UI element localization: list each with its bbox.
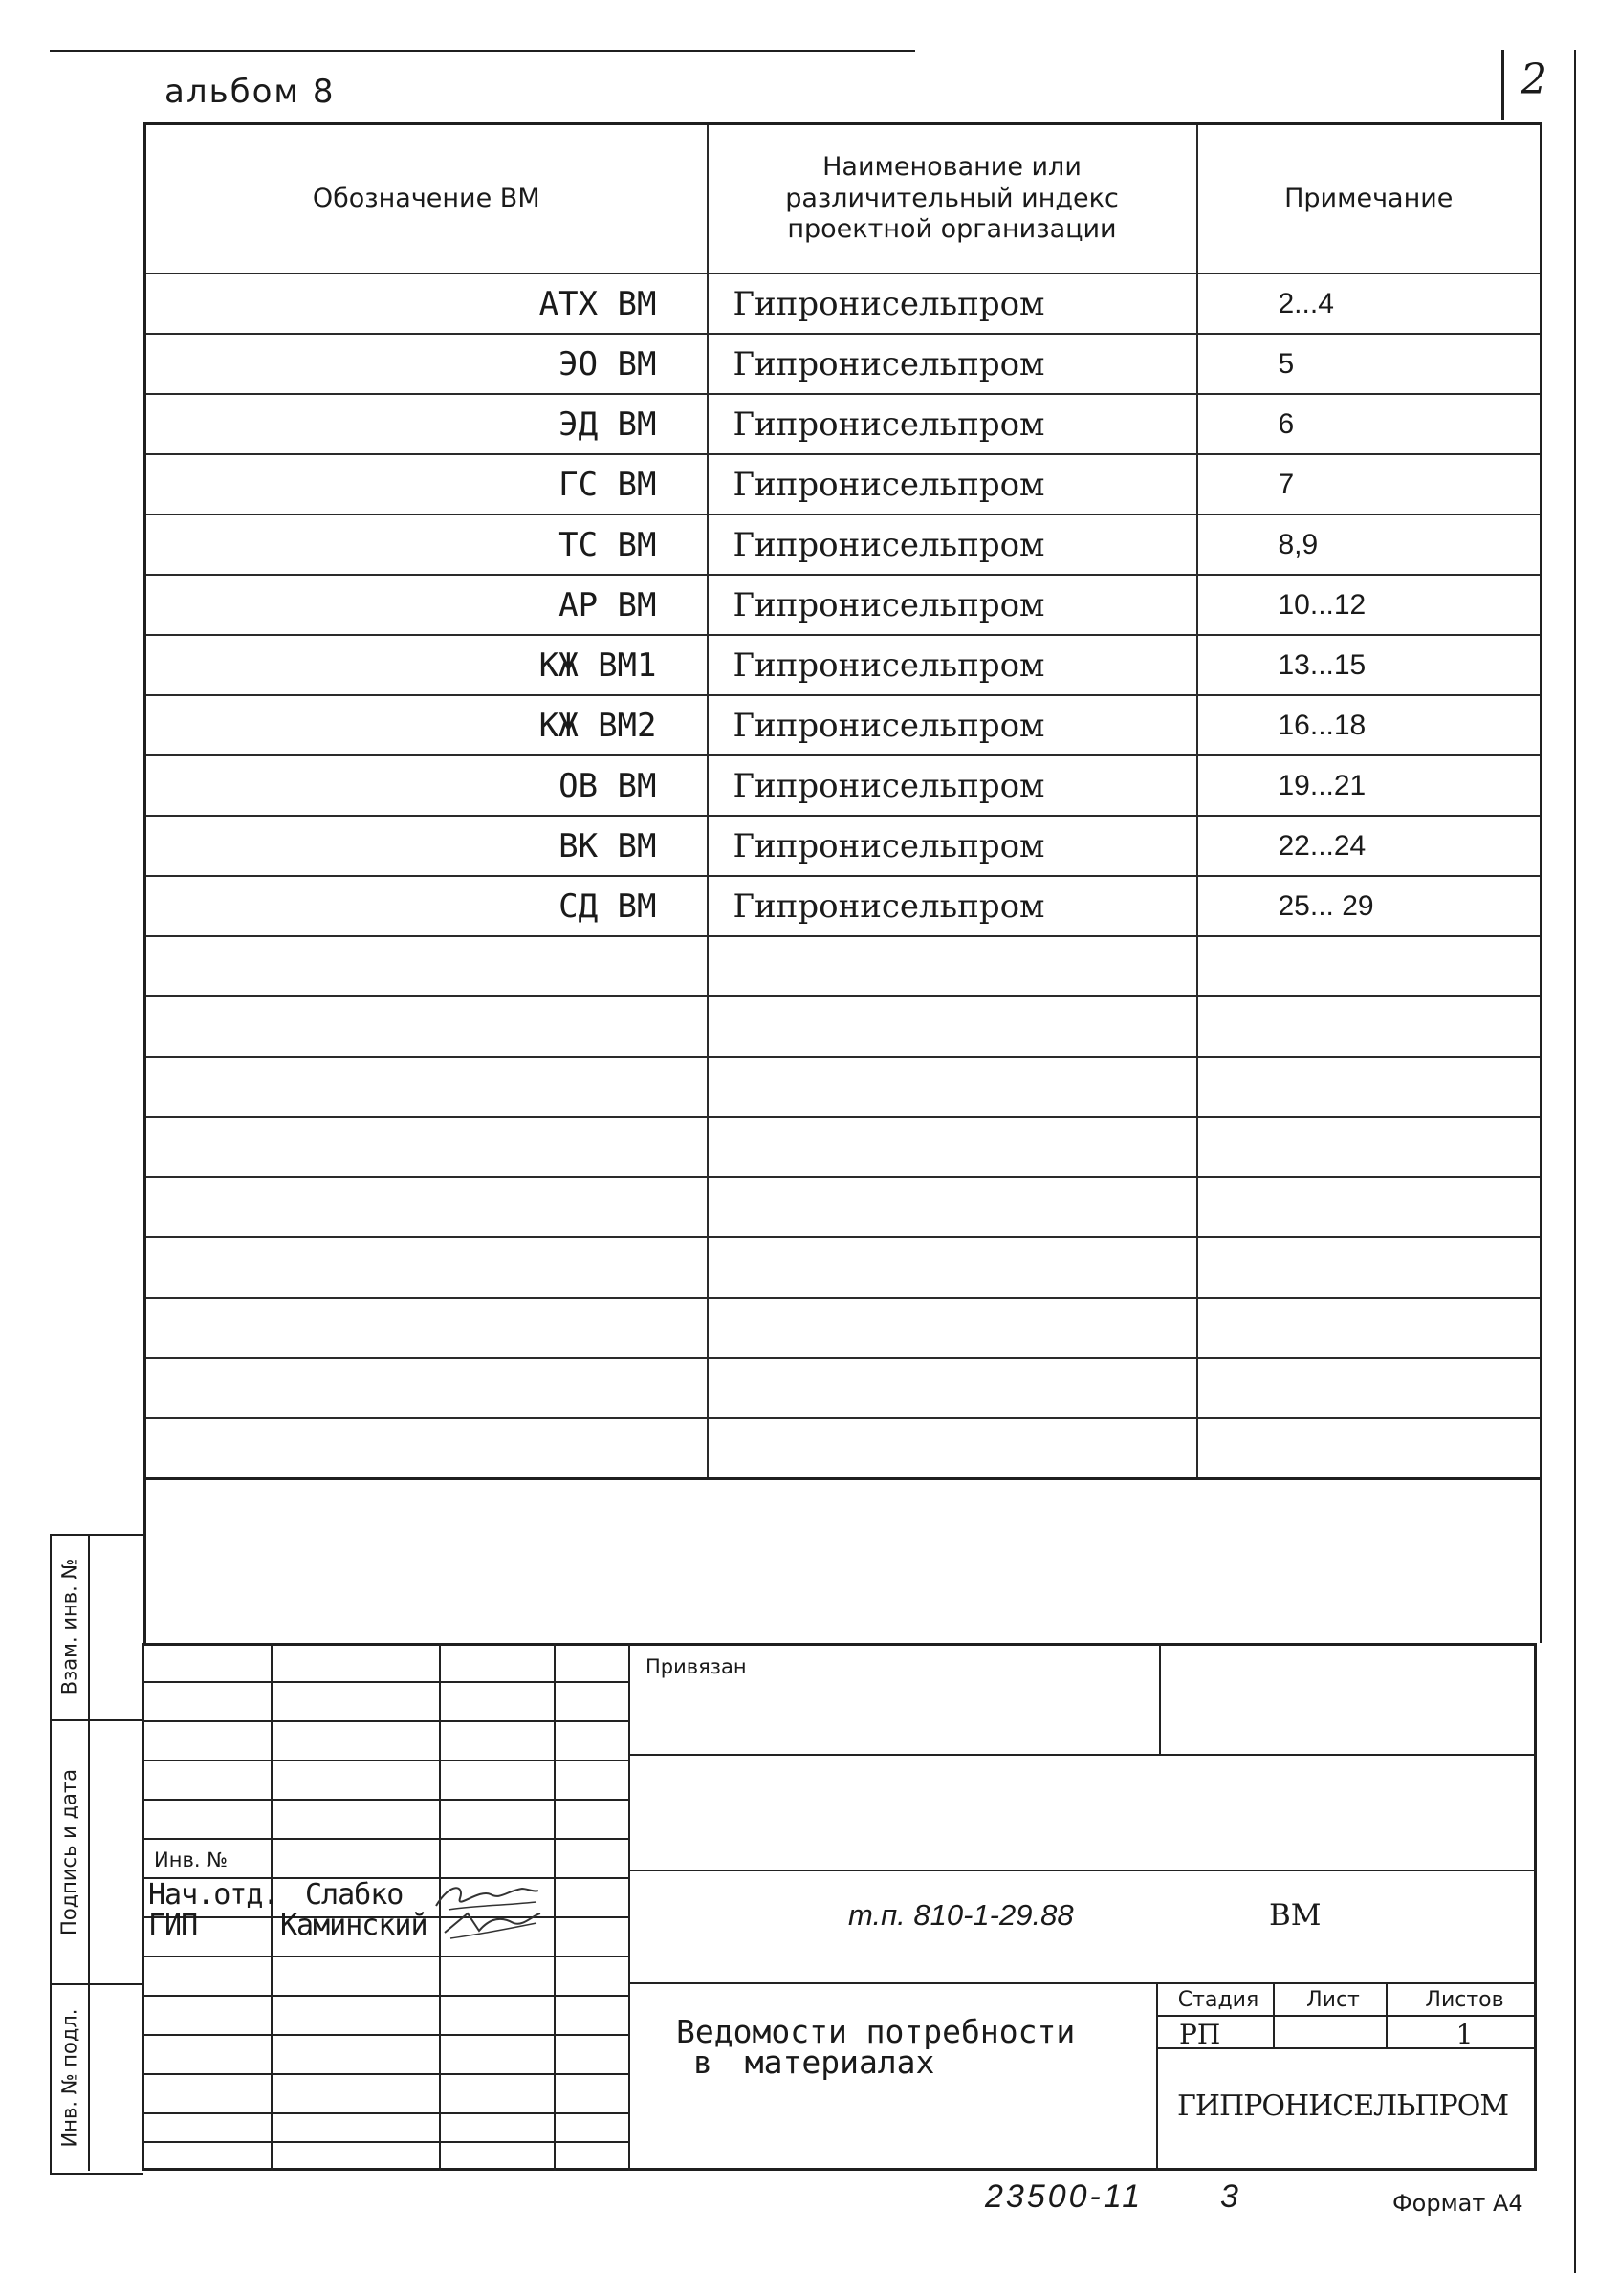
header-designation: Обозначение ВМ	[145, 124, 708, 274]
table-body	[145, 273, 1542, 1479]
table-header-row	[145, 124, 1542, 274]
row-organization	[708, 1418, 1197, 1479]
row-note	[1197, 1117, 1542, 1177]
row-code	[145, 1057, 708, 1117]
row-note	[1197, 996, 1542, 1057]
row-organization: Гипронисельпром	[708, 635, 1197, 695]
row-code: ЭО ВМ	[145, 334, 708, 394]
table-row	[145, 1418, 1542, 1479]
row-note: 25... 29	[1197, 876, 1542, 936]
row-note	[1197, 936, 1542, 996]
row-note: 2...4	[1197, 273, 1542, 334]
inv-no-label: Инв. №	[154, 1848, 229, 1871]
header-organization	[708, 124, 1197, 274]
side-label-vzam: Взам. инв. №	[57, 1558, 80, 1695]
row-note	[1197, 1358, 1542, 1418]
row-code: СД ВМ	[145, 876, 708, 936]
table-row	[145, 1358, 1542, 1418]
row-code: КЖ ВМ2	[145, 695, 708, 755]
page-number-divider	[1501, 50, 1504, 120]
organization-name: ГИПРОНИСЕЛЬПРОМ	[1177, 2089, 1509, 2123]
row-organization: Гипронисельпром	[708, 816, 1197, 876]
blank-area	[143, 1473, 1542, 1643]
archive-stamp: 23500-11	[985, 2178, 1144, 2215]
stage-label: Стадия	[1177, 1988, 1259, 2012]
top-rule	[50, 50, 915, 52]
row-organization	[708, 1298, 1197, 1358]
row-code	[145, 1358, 708, 1418]
row-note: 10...12	[1197, 575, 1542, 635]
table-row	[145, 514, 1542, 575]
row-code	[145, 936, 708, 996]
side-label-inv-podl: Инв. № подл.	[57, 2008, 81, 2148]
name-kaminsky: Каминский	[280, 1909, 427, 1942]
table-row	[145, 1117, 1542, 1177]
row-organization: Гипронисельпром	[708, 454, 1197, 514]
row-code	[145, 1298, 708, 1358]
row-code	[145, 1237, 708, 1298]
row-note	[1197, 1177, 1542, 1237]
row-code: ЭД ВМ	[145, 394, 708, 454]
signature-kaminsky	[441, 1906, 546, 1944]
name-slabko: Слабко	[305, 1878, 404, 1912]
table-row	[145, 575, 1542, 635]
row-note: 16...18	[1197, 695, 1542, 755]
table-row	[145, 816, 1542, 876]
table-row	[145, 996, 1542, 1057]
stage-value: РП	[1179, 2019, 1221, 2050]
row-organization: Гипронисельпром	[708, 575, 1197, 635]
row-organization	[708, 996, 1197, 1057]
row-code: ТС ВМ	[145, 514, 708, 575]
table-row	[145, 1057, 1542, 1117]
table-row	[145, 394, 1542, 454]
row-code: КЖ ВМ1	[145, 635, 708, 695]
row-organization: Гипронисельпром	[708, 755, 1197, 816]
sheets-label: Листов	[1425, 1988, 1504, 2012]
row-note	[1197, 1237, 1542, 1298]
row-code: ВК ВМ	[145, 816, 708, 876]
row-organization	[708, 936, 1197, 996]
table-row	[145, 876, 1542, 936]
format-label: Формат А4	[1392, 2190, 1523, 2217]
sheets-value: 1	[1455, 2019, 1474, 2050]
header-note: Примечание	[1197, 124, 1542, 274]
row-note: 5	[1197, 334, 1542, 394]
table-row	[145, 635, 1542, 695]
row-code: ГС ВМ	[145, 454, 708, 514]
table-row	[145, 695, 1542, 755]
role-nach-otd: Нач.отд.	[148, 1878, 279, 1912]
row-note: 6	[1197, 394, 1542, 454]
right-margin-line	[1574, 50, 1576, 2273]
table-row	[145, 1177, 1542, 1237]
doc-code: т.п. 810-1-29.88	[848, 1898, 1074, 1932]
materials-table	[143, 122, 1542, 1480]
row-organization	[708, 1237, 1197, 1298]
header-organization-text: Наименование или различительный индекс проектной организации	[785, 152, 1119, 245]
row-note: 13...15	[1197, 635, 1542, 695]
row-organization: Гипронисельпром	[708, 394, 1197, 454]
row-organization: Гипронисельпром	[708, 514, 1197, 575]
row-code	[145, 1418, 708, 1479]
table-row	[145, 273, 1542, 334]
row-organization	[708, 1177, 1197, 1237]
side-label-podpis: Подпись и дата	[57, 1769, 81, 1935]
row-organization: Гипронисельпром	[708, 334, 1197, 394]
row-code	[145, 996, 708, 1057]
row-organization	[708, 1358, 1197, 1418]
table-row	[145, 936, 1542, 996]
row-organization: Гипронисельпром	[708, 876, 1197, 936]
table-row	[145, 1298, 1542, 1358]
album-label: альбом 8	[164, 73, 336, 111]
table-row	[145, 334, 1542, 394]
doc-title-line2: в материалах	[693, 2044, 935, 2081]
table-row	[145, 755, 1542, 816]
row-note: 19...21	[1197, 755, 1542, 816]
privyazan-label: Привязан	[645, 1655, 747, 1678]
table-row	[145, 1237, 1542, 1298]
row-organization	[708, 1057, 1197, 1117]
table-row	[145, 454, 1542, 514]
row-code	[145, 1117, 708, 1177]
sheet-label: Лист	[1306, 1988, 1360, 2012]
row-organization: Гипронисельпром	[708, 695, 1197, 755]
row-code: АР ВМ	[145, 575, 708, 635]
row-note: 22...24	[1197, 816, 1542, 876]
row-code: АТХ ВМ	[145, 273, 708, 334]
row-note	[1197, 1298, 1542, 1358]
doc-mark: ВМ	[1269, 1898, 1322, 1933]
row-note	[1197, 1418, 1542, 1479]
row-code: ОВ ВМ	[145, 755, 708, 816]
archive-stamp-page: 3	[1220, 2178, 1238, 2215]
side-strip-divider-vertical	[88, 1534, 90, 2171]
row-organization	[708, 1117, 1197, 1177]
doc-title-line1: Ведомости потребности	[676, 2013, 1076, 2050]
row-organization: Гипронисельпром	[708, 273, 1197, 334]
title-block	[142, 1643, 1537, 2171]
row-note: 7	[1197, 454, 1542, 514]
row-note: 8,9	[1197, 514, 1542, 575]
page-number: 2	[1521, 55, 1547, 104]
row-note	[1197, 1057, 1542, 1117]
row-code	[145, 1177, 708, 1237]
role-gip: ГИП	[148, 1909, 198, 1942]
